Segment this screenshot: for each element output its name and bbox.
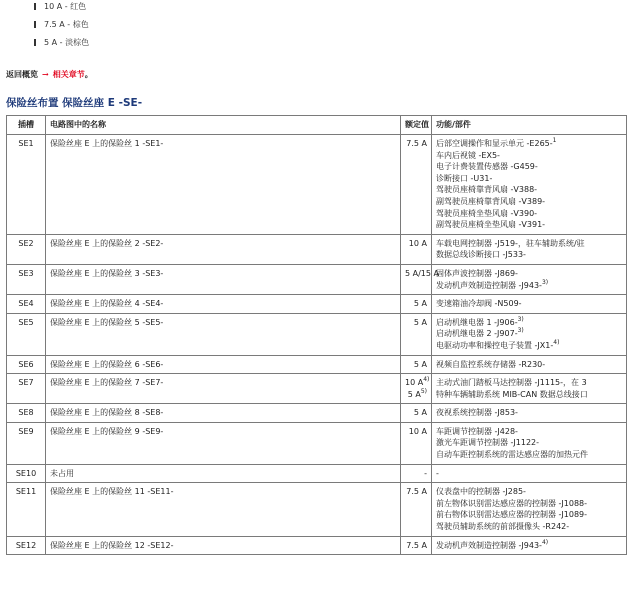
rating-value: [405, 359, 427, 371]
function-line-text: 自动车距控制系统的雷达感应器的加热元件: [436, 450, 588, 460]
arrow-right-icon: →: [42, 69, 49, 79]
fuse-rating: [401, 536, 432, 555]
fuse-rating: [401, 355, 432, 374]
footnote-marker: 4): [541, 538, 549, 546]
table-row: [7, 404, 627, 423]
table-row: [7, 464, 627, 483]
function-line: [436, 184, 622, 196]
rating-value-text: 5 A: [413, 408, 427, 418]
fuse-function: [432, 404, 627, 423]
table-row: [7, 313, 627, 355]
rating-value: [405, 407, 427, 419]
fuse-name: 保险丝座 E 上的保险丝 9 -SE9-: [46, 422, 401, 464]
function-line-text: 启动机继电器 1 -J906-: [436, 317, 518, 327]
function-line-text: 后部空调操作和显示单元 -E265-: [436, 139, 553, 148]
header-slot: 插槽: [7, 116, 46, 135]
rating-value-text: 7.5 A: [406, 487, 427, 497]
fuse-name: 保险丝座 E 上的保险丝 3 -SE3-: [46, 264, 401, 294]
function-line: [436, 208, 622, 220]
legend-item: [34, 36, 89, 54]
fuse-rating: [401, 374, 432, 404]
function-line-text: 夜视系统控制器 -J853-: [436, 408, 518, 418]
back-to-overview-text: 返回概览: [6, 69, 38, 79]
function-line: [436, 196, 622, 208]
table-row: [7, 374, 627, 404]
rating-value: [405, 540, 427, 552]
function-line: [436, 238, 622, 250]
rating-value-text: 5 A: [413, 299, 427, 309]
footnote-marker: 1: [552, 137, 557, 144]
back-navigation: [6, 69, 93, 80]
fuse-rating: [401, 464, 432, 483]
table-row: [7, 355, 627, 374]
fuse-slot: SE6: [7, 355, 46, 374]
function-line: [436, 328, 622, 340]
rating-value: [405, 426, 427, 438]
legend-text: 5 A - 淡棕色: [44, 38, 90, 47]
fuse-name: 保险丝座 E 上的保险丝 12 -SE12-: [46, 536, 401, 555]
rating-value-text: 5 A: [413, 359, 427, 369]
bullet-icon: [34, 39, 36, 46]
table-row: [7, 483, 627, 536]
function-line-text: 车距调节控制器 -J428-: [436, 426, 518, 436]
rating-value: [405, 238, 427, 250]
function-line-text: 前左物体识别雷达感应器的控制器 -J1088-: [436, 498, 588, 508]
fuse-function: [432, 135, 627, 235]
function-line: [436, 426, 622, 438]
fuse-name: 保险丝座 E 上的保险丝 5 -SE5-: [46, 313, 401, 355]
footnote-marker: 3): [517, 315, 524, 323]
function-line-text: 副驾驶员座椅靠背风扇 -V389-: [436, 196, 546, 206]
function-line: [436, 449, 622, 461]
footnote-marker: 3): [541, 278, 549, 286]
footnote-marker: 3): [517, 327, 524, 335]
function-line-text: 电子计费装置传感器 -G459-: [436, 162, 538, 172]
fuse-rating: [401, 264, 439, 294]
rating-value: [405, 389, 427, 401]
function-line-text: 启动机继电器 2 -J907-: [436, 329, 518, 339]
fuse-function: [432, 483, 627, 536]
bullet-icon: [34, 3, 36, 10]
function-line: [436, 268, 622, 280]
fuse-slot: SE2: [7, 234, 46, 264]
function-line: [436, 407, 622, 419]
table-row: [7, 234, 627, 264]
header-name: 电路图中的名称: [46, 116, 401, 135]
rating-value-text: -: [424, 468, 427, 478]
header-function: 功能/部件: [432, 116, 627, 135]
function-line: [436, 280, 622, 292]
fuse-rating: [401, 135, 432, 235]
legend-item: [34, 0, 89, 18]
fuse-rating: [401, 313, 432, 355]
rating-value: [405, 298, 427, 310]
fuse-name: 保险丝座 E 上的保险丝 4 -SE4-: [46, 295, 401, 314]
function-line: [436, 359, 622, 371]
fuse-slot: SE7: [7, 374, 46, 404]
fuse-slot: SE9: [7, 422, 46, 464]
function-line: [436, 389, 622, 401]
function-line: [436, 540, 622, 552]
function-line-text: 数据总线诊断接口 -J533-: [436, 250, 526, 260]
function-line: [436, 486, 622, 498]
fuse-function: [432, 536, 627, 555]
rating-value: [405, 468, 427, 480]
function-line: [436, 317, 622, 329]
table-row: [7, 135, 627, 235]
rating-value: [405, 317, 427, 329]
rating-value: [405, 486, 427, 498]
function-line: [436, 150, 622, 162]
fuse-name: 未占用: [46, 464, 401, 483]
function-line-text: 特种车辆辅助系统 MIB-CAN 数据总线接口: [436, 389, 588, 399]
fuse-slot: SE8: [7, 404, 46, 423]
function-line-text: -: [436, 468, 439, 478]
rating-value-text: 7.5 A: [406, 540, 427, 550]
table-header-row: [7, 116, 627, 135]
rating-value: [405, 138, 427, 150]
function-line: [436, 173, 622, 185]
rating-value-text: 5 A: [407, 389, 421, 399]
fuse-function: [432, 374, 627, 404]
fuse-name: 保险丝座 E 上的保险丝 1 -SE1-: [46, 135, 401, 235]
function-line-text: 车载电网控制器 -J519-，驻车辅助系统/驻: [436, 238, 585, 248]
fuse-function: [432, 355, 627, 374]
table-row: [7, 295, 627, 314]
footnote-marker: 5): [420, 387, 427, 395]
legend-text: 10 A - 红色: [44, 2, 87, 11]
fuse-slot: SE4: [7, 295, 46, 314]
fuse-function: [432, 464, 627, 483]
header-rating: 额定值: [401, 116, 432, 135]
fuse-slot: SE5: [7, 313, 46, 355]
rating-value: [405, 268, 439, 280]
rating-value-text: 5 A∕15 A: [405, 268, 439, 278]
function-line-text: 电驱动功率和操控电子装置 -JX1-: [436, 340, 554, 350]
fuse-slot: SE11: [7, 483, 46, 536]
fuse-function: [432, 295, 627, 314]
rating-value-text: 5 A: [413, 317, 427, 327]
function-line: [436, 219, 622, 231]
fuse-slot: SE3: [7, 264, 46, 294]
fuse-function: [432, 264, 627, 294]
table-row: [7, 264, 627, 294]
section-title: 保险丝布置 保险丝座 E -SE-: [6, 97, 143, 109]
function-line-text: 主动式油门踏板马达控制器 -J1115-，在 3: [436, 378, 587, 388]
function-line-text: 前右物体识别雷达感应器的控制器 -J1089-: [436, 510, 588, 520]
function-line-text: 视频自监控系统存储器 -R230-: [436, 359, 546, 369]
rating-value-text: 7.5 A: [406, 139, 427, 148]
function-line-text: 发动机声效制造控制器 -J943-: [436, 280, 542, 290]
fuse-name: 保险丝座 E 上的保险丝 2 -SE2-: [46, 234, 401, 264]
footnote-marker: 4): [423, 376, 430, 384]
function-line-text: 仪表盘中的控制器 -J285-: [436, 487, 526, 497]
function-line: [436, 468, 622, 480]
function-line-text: 激光车距调节控制器 -J1122-: [436, 438, 540, 448]
function-line: [436, 437, 622, 449]
fuse-rating: [401, 483, 432, 536]
rating-value-text: 10 A: [405, 378, 424, 388]
function-line: [436, 161, 622, 173]
fuse-slot: SE1: [7, 135, 46, 235]
footnote-marker: 4): [553, 338, 560, 346]
function-line-text: 固体声波控制器 -J869-: [436, 268, 518, 278]
fuse-table: [6, 115, 627, 555]
function-line-text: 驾驶员座椅坐垫风扇 -V390-: [436, 208, 538, 218]
function-line-text: 副驾驶员座椅坐垫风扇 -V391-: [436, 220, 546, 230]
function-line-text: 驾驶员座椅靠背风扇 -V388-: [436, 185, 538, 195]
rating-value-text: 10 A: [408, 426, 427, 436]
color-legend: [34, 0, 89, 54]
nav-suffix: 。: [84, 69, 93, 79]
related-chapter-link[interactable]: 相关章节: [52, 69, 85, 79]
fuse-name: 保险丝座 E 上的保险丝 8 -SE8-: [46, 404, 401, 423]
function-line-text: 发动机声效制造控制器 -J943-: [436, 540, 542, 550]
fuse-function: [432, 313, 627, 355]
function-line: [436, 298, 622, 310]
fuse-slot: SE10: [7, 464, 46, 483]
fuse-name: 保险丝座 E 上的保险丝 11 -SE11-: [46, 483, 401, 536]
function-line: [436, 249, 622, 261]
function-line: [436, 509, 622, 521]
function-line: [436, 521, 622, 533]
fuse-name: 保险丝座 E 上的保险丝 7 -SE7-: [46, 374, 401, 404]
function-line-text: 驾驶员辅助系统的前部摄像头 -R242-: [436, 522, 570, 532]
table-row: [7, 536, 627, 555]
function-line-text: 诊断接口 -U31-: [436, 173, 493, 183]
function-line: [436, 138, 622, 150]
fuse-name: 保险丝座 E 上的保险丝 6 -SE6-: [46, 355, 401, 374]
function-line-text: 车内后视镜 -EX5-: [436, 150, 500, 160]
rating-value-text: 10 A: [408, 238, 427, 248]
bullet-icon: [34, 21, 36, 28]
fuse-rating: [401, 422, 432, 464]
fuse-function: [432, 234, 627, 264]
function-line: [436, 498, 622, 510]
function-line: [436, 377, 622, 389]
fuse-slot: SE12: [7, 536, 46, 555]
legend-item: [34, 18, 89, 36]
fuse-rating: [401, 234, 432, 264]
fuse-function: [432, 422, 627, 464]
function-line-text: 变速箱油冷却阀 -N509-: [436, 299, 522, 309]
legend-text: 7.5 A - 棕色: [44, 20, 89, 29]
table-row: [7, 422, 627, 464]
function-line: [436, 340, 622, 352]
fuse-rating: [401, 404, 432, 423]
fuse-rating: [401, 295, 432, 314]
